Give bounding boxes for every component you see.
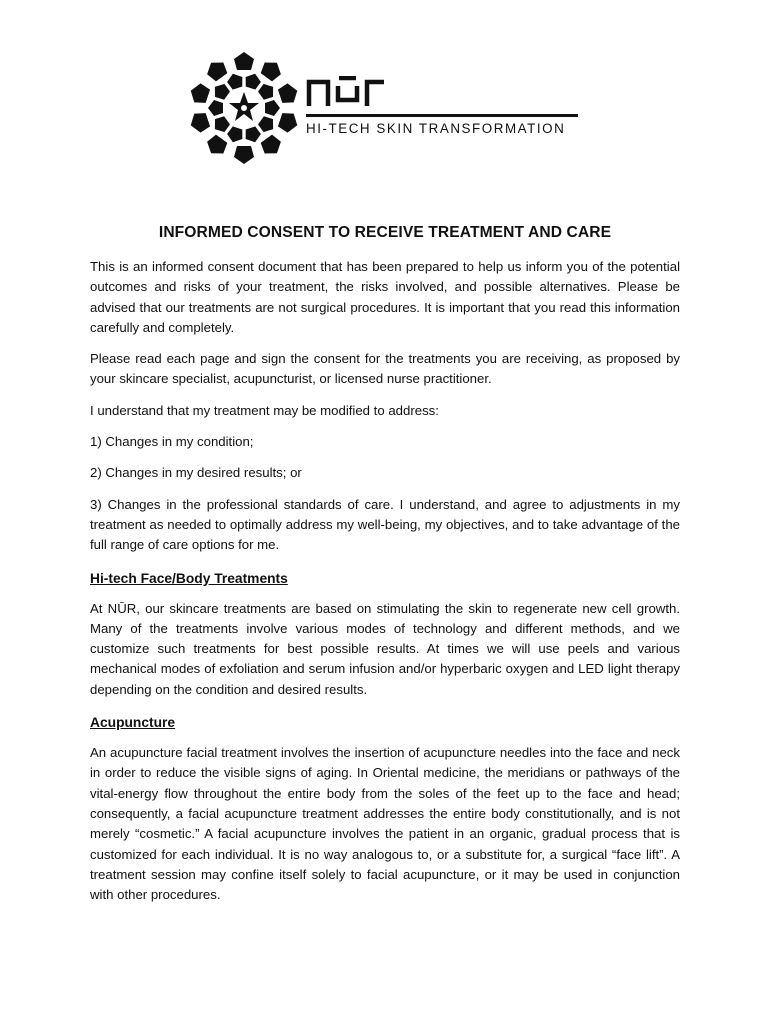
document-body	[90, 257, 680, 905]
brand-tagline: HI-TECH SKIN TRANSFORMATION	[306, 121, 566, 136]
document-title: INFORMED CONSENT TO RECEIVE TREATMENT AND CARE	[158, 224, 612, 241]
read-sign-paragraph: Please read each page and sign the consent for the treatments you are receiving, as proposed by your skincare specialist, acupuncturist, or licensed nurse practitioner.	[90, 351, 680, 387]
modification-item: 2) Changes in my desired results; or	[90, 465, 302, 481]
section-body-hitech: At NŪR, our skincare treatments are based on stimulating the skin to regenerate new cell growth. Many of the treatments involve various modes of technology and different methods, and we customize such treatments for best possible results. At times we will use peels and various mechanical modes of exfoliation and serum infusion and/or hyperbaric oxygen and LED light therapy depending on the condition and desired results.	[90, 600, 680, 697]
intro-paragraph: This is an informed consent document that has been prepared to help us inform you of the potential outcomes and risks of your treatment, the risks involved, and possible alternatives. Please be advised that our treatments are not surgical procedures. It is important that you read this information carefully and completely.	[90, 259, 680, 335]
modification-intro: I understand that my treatment may be modified to address:	[90, 402, 439, 418]
brand-wordmark	[306, 76, 386, 106]
brand-logo-icon	[186, 50, 302, 166]
section-heading-acupuncture: Acupuncture	[90, 715, 176, 731]
brand-divider	[306, 114, 578, 117]
modification-item: 3) Changes in the professional standards of care. I understand, and agree to adjustments in my treatment as needed to optimally address my well-being, my objectives, and to take advantage of the full range of care options for me.	[90, 496, 680, 553]
section-heading-hitech: Hi-tech Face/Body Treatments	[90, 570, 288, 586]
section-body-acupuncture: An acupuncture facial treatment involves the insertion of acupuncture needles into the face and neck in order to reduce the visible signs of aging. In Oriental medicine, the meridians or pathways of the vital-energy flow throughout the entire body from the soles of the feet up to the face and head; consequently, a facial acupuncture treatment addresses the entire body constitutionally, and is not merely “cosmetic.” A facial acupuncture involves the patient in an organic, gradual process that is customized for each individual. It is no way analogous to, or a substitute for, a surgical “face lift”. A treatment session may confine itself solely to facial acupuncture, or it may be used in conjunction with other procedures.	[90, 745, 680, 903]
modification-item: 1) Changes in my condition;	[90, 434, 254, 450]
